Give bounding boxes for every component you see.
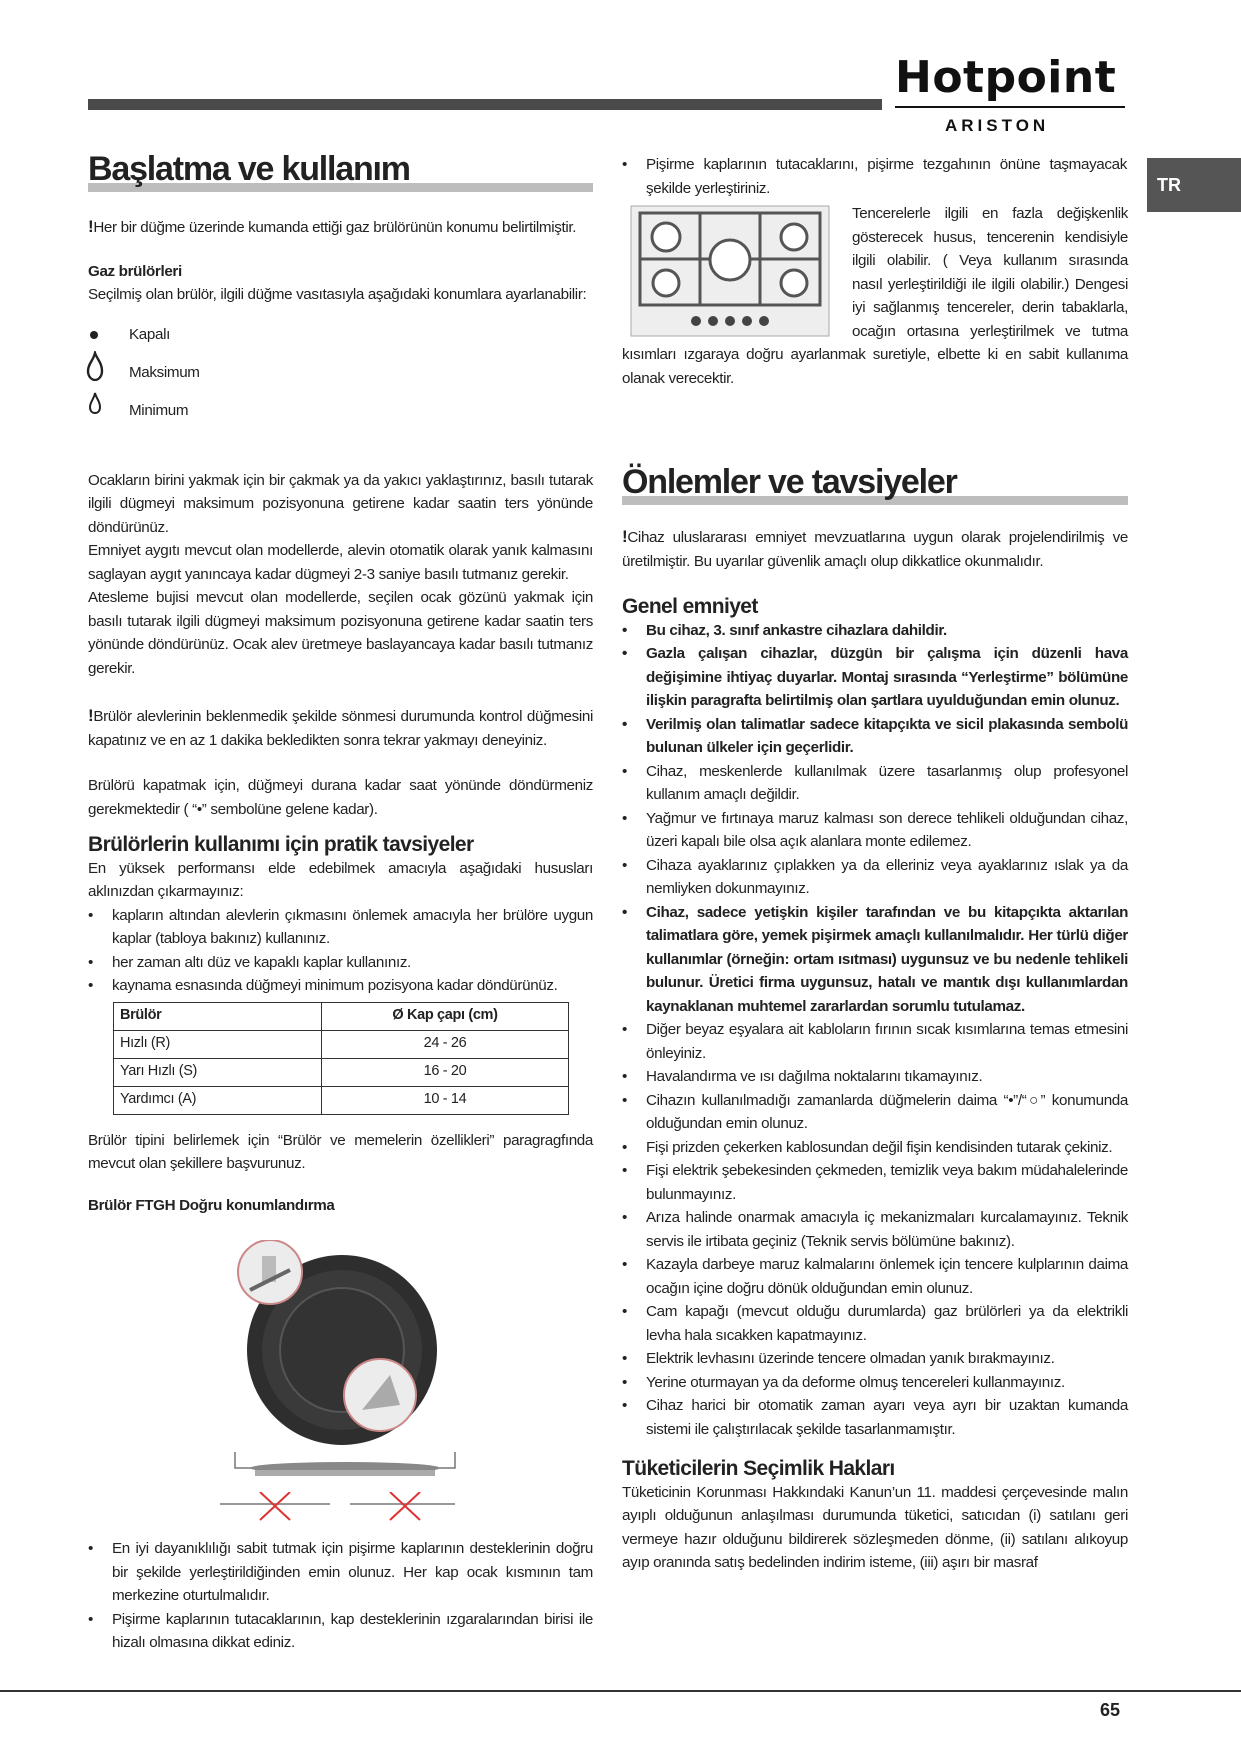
general-safety-heading: Genel emniyet [622,595,758,618]
pan-wrong-diagram [210,1492,460,1522]
list-item: • Gazla çalışan cihazlar, düzgün bir çalışma için düzenli hava değişimine ihtiyaç duyarlar. Montaj sırasında “Yerleştirme” bölümüne ilişkin paragrafta belirtilmiş olan şartlara uyulduğundan emin olunuz. [622,642,1128,713]
brand-name: Hotpoint [895,52,1117,103]
consumer-rights-text: Tüketicinin Korunması Hakkındaki Kanun’un 11. maddesi çerçevesinde malın ayıplı olduğunun anlaşılması durumunda tüketici, satıcıdan (i) satılanı geri vermeye hazır olduğunu bildirerek sözleşmeden dönme, (ii) satılanı alıkoyup ayıp oranında satış bedelinden indirim isteme, (iii) aşırı bir masraf [622,1483,1128,1571]
brand-logo [895,52,1135,136]
paragraph-1: Ocakların birini yakmak için bir çakmak ya da yakıcı yaklaştırınız, basılı tutarak ilgili dügmeyi maksimum pozisyonuna getirene kadar saatin ters yönünde döndürünüz. [88,471,593,536]
list-item: • kaynama esnasında düğmeyi minimum pozisyona kadar döndürünüz. [88,974,593,998]
list-item: • Bu cihaz, 3. sınıf ankastre cihazlara dahildir. [622,619,1128,643]
list-item: • Havalandırma ve ısı dağılma noktalarını tıkamayınız. [622,1065,1128,1089]
pan-correct-diagram [225,1450,465,1486]
list-item: • Pişirme kaplarının tutacaklarını, pişirme tezgahının önüne taşmayacak şekilde yerleştiriniz. [622,153,1127,200]
list-item: • Elektrik levhasını üzerinde tencere olmadan yanık bırakmayınız. [622,1347,1128,1371]
safety-list [622,619,1128,1442]
hob-paragraph: Tencerelerle ilgili en fazla değişkenlik gösterecek husus, tencerenin kendisiyle ilgili olabilir. ( Veya kullanım sırasında nasıl yerleştirildiği ile ilgili olabilir.) Dengesi iyi sağlanmış tencereler, derin tabaklarla, ocağın ortasına yerleştirilmek ve tutma [852,205,1128,340]
warning-note: !Cihaz uluslararası emniyet mevzuatlarına uygun olarak projelendirilmiş ve üretilmiştir. Bu uyarılar güvenlik amaçlı olup dikkatlice okunmalıdır. [622,527,1128,570]
right-column [622,525,1128,1575]
list-item: • Verilmiş olan talimatlar sadece kitapçıkta ve sicil plakasında sembolü bulunan ülkeler için geçerlidir. [622,713,1128,760]
list-item: • En iyi dayanıklılığı sabit tutmak için pişirme kaplarının desteklerinin doğru bir şekilde yerleştirildiğinden emin olunuz. Her kap ocak kısmının tam merkezine oturtulmalıdır. [88,1537,593,1608]
footer-line [0,1690,1241,1692]
note-1: !Her bir düğme üzerinde kumanda ettiği gaz brülörünün konumu belirtilmiştir. [88,217,577,236]
sym-off-label: Kapalı [129,325,170,343]
list-item: • Cihaz harici bir otomatik zaman ayarı veya ayrı bir uzaktan kumanda sistemi ile çalıştırılacak şekilde tasarlanmamıştır. [622,1394,1128,1441]
page-title: Başlatma ve kullanım [88,150,410,188]
table-row: Yarı Hızlı (S) 16 - 20 [114,1058,569,1086]
paragraph-4: Brülörü kapatmak için, düğmeyi durana kadar saat yönünde döndürmeniz gerekmektedir ( “•” sembolüne gelene kadar). [88,777,593,818]
sym-max-label: Maksimum [129,363,200,381]
gas-text: Seçilmiş olan brülör, ilgili düğme vasıtasıyla aşağıdaki konumlara ayarlanabilir: [88,286,587,303]
tips-intro: En yüksek performansı elde edebilmek amacıyla aşağıdaki hususları aklınızdan çıkarmayınız: [88,859,593,900]
header-bar [88,99,882,110]
section-title-right [622,463,1128,505]
list-item: • Arıza halinde onarmak amacıyla iç mekanizmaları kurcalamayınız. Teknik servis ile irtibata geçiniz (Teknik servis bölümüne bakınız). [622,1206,1128,1253]
left-column [88,215,593,1217]
list-item: • Pişirme kaplarının tutacaklarının, kap desteklerinin ızgaralarından birisi ile hizalı olmasına dikkat ediniz. [88,1608,593,1655]
list-item: • Diğer beyaz eşyalara ait kabloların fırının sıcak kısımlarına temas etmesini önleyiniz. [622,1018,1128,1065]
paragraph-2: Emniyet aygıtı mevcut olan modellerde, alevin otomatik olarak yanık kalmasını saglayan aygıt yanıncaya kadar dügmeyi 2-3 saniye basılı tutmanız gerekir. [88,542,593,583]
off-dot-icon [90,331,98,339]
list-item: • Cihaz, sadece yetişkin kişiler tarafından ve bu kitapçıkta aktarılan talimatlara göre, yemek pişirmek amaçlı kullanılmalıdır. Her türlü diğer kullanımlar (örneğin: ortam ısıtması) uygunsuz ve bu nedenle tehlikeli bulunur. Üretici firma uygunsuz, hatalı ve mantık dışı kullanımlardan kaynaklanan muhtemel zararlardan sorumlu tutulamaz. [622,901,1128,1019]
page-number: 65 [1100,1700,1121,1720]
list-item: • Cihaza ayaklarınız çıplakken ya da elleriniz veya ayaklarınız ıslak ya da nemliyken dokunmayınız. [622,854,1128,901]
hob-illustration [630,205,830,337]
tips-list [88,904,593,998]
list-item: • Fişi prizden çekerken kablosundan değil fişin kendisinden tutarak çekiniz. [622,1136,1128,1160]
list-item: • Kazayla darbeye maruz kalmalarını önlemek için tencere kulplarının daima ocağın içine doğru dönük olduğundan emin olunuz. [622,1253,1128,1300]
language-tab: TR [1147,158,1241,212]
consumer-rights-heading: Tüketicilerin Seçimlik Hakları [622,1457,895,1480]
table-header: Ø Kap çapı (cm) [322,1002,569,1030]
list-item: • Cam kapağı (mevcut olduğu durumlarda) gaz brülörleri ya da elektrikli levha hala sıcakken kapatmayınız. [622,1300,1128,1347]
note-2: !Brülör alevlerinin beklenmedik şekilde sönmesi durumunda kontrol düğmesini kapatınız ve en az 1 dakika bekledikten sonra tekrar yakmayı deneyiniz. [88,706,593,749]
list-item: • Yağmur ve fırtınaya maruz kalması son derece tehlikeli olduğundan cihaz, üzeri kapalı bile olsa açık alanlara monte edilemez. [622,807,1128,854]
list-item: • kapların altından alevlerin çıkmasını önlemek amacıyla her brülöre uygun kaplar (tabloya bakınız) kullanınız. [88,904,593,951]
list-item: • Fişi elektrik şebekesinden çekmeden, temizlik veya bakım müdahalelerinde bulunmayınız. [622,1159,1128,1206]
list-item: • Yerine oturmayan ya da deforme olmuş tencereleri kullanmayınız. [622,1371,1128,1395]
paragraph-3: Atesleme bujisi mevcut olan modellerde, seçilen ocak gözünü yakmak için basılı tutarak ilgili dügmeyi maksimum pozisyonuna getirene kadar saatin ters yönünde döndürünüz. Ocak alev üretmeye baslayancaya kadar basılı tutmanız gerekir. [88,589,593,677]
tips-heading: Brülörlerin kullanımı için pratik tavsiyeler [88,833,474,856]
left-bottom-bullets [88,1537,593,1655]
gas-heading: Gaz brülörleri [88,262,182,280]
table-header: Brülör [114,1002,322,1030]
symbol-list [88,323,593,441]
list-item: • her zaman altı düz ve kapaklı kaplar kullanınız. [88,951,593,975]
sym-min-label: Minimum [129,401,189,419]
list-item: • Cihazın kullanılmadığı zamanlarda düğmelerin daima “•”/“○” konumunda olduğundan emin olunuz. [622,1089,1128,1136]
flame-max-icon [86,351,104,381]
ftgh-heading: Brülör FTGH Doğru konumlandırma [88,1196,335,1214]
list-item: • Cihaz, meskenlerde kullanılmak üzere tasarlanmış olup profesyonel kullanım amaçlı değildir. [622,760,1128,807]
burner-table [113,1002,569,1115]
brand-sub: ARISTON [945,116,1050,135]
right-top [622,153,1127,200]
burner-illustration [230,1240,460,1460]
table-header-row [114,1002,569,1030]
table-row: Yardımcı (A) 10 - 14 [114,1086,569,1114]
table-row: Hızlı (R) 24 - 26 [114,1030,569,1058]
precautions-title: Önlemler ve tavsiyeler [622,463,957,501]
flame-min-icon [88,391,102,415]
hob-paragraph-rest: kısımları ızgaraya doğru ayarlanmak suretiyle, elbette ki en sabit kullanıma olanak verecektir. [622,346,1128,387]
paragraph-5: Brülör tipini belirlemek için “Brülör ve memelerin özellikleri” paragragfında mevcut olan şekillere başvurunuz. [88,1131,593,1172]
section-title-left [88,150,593,192]
